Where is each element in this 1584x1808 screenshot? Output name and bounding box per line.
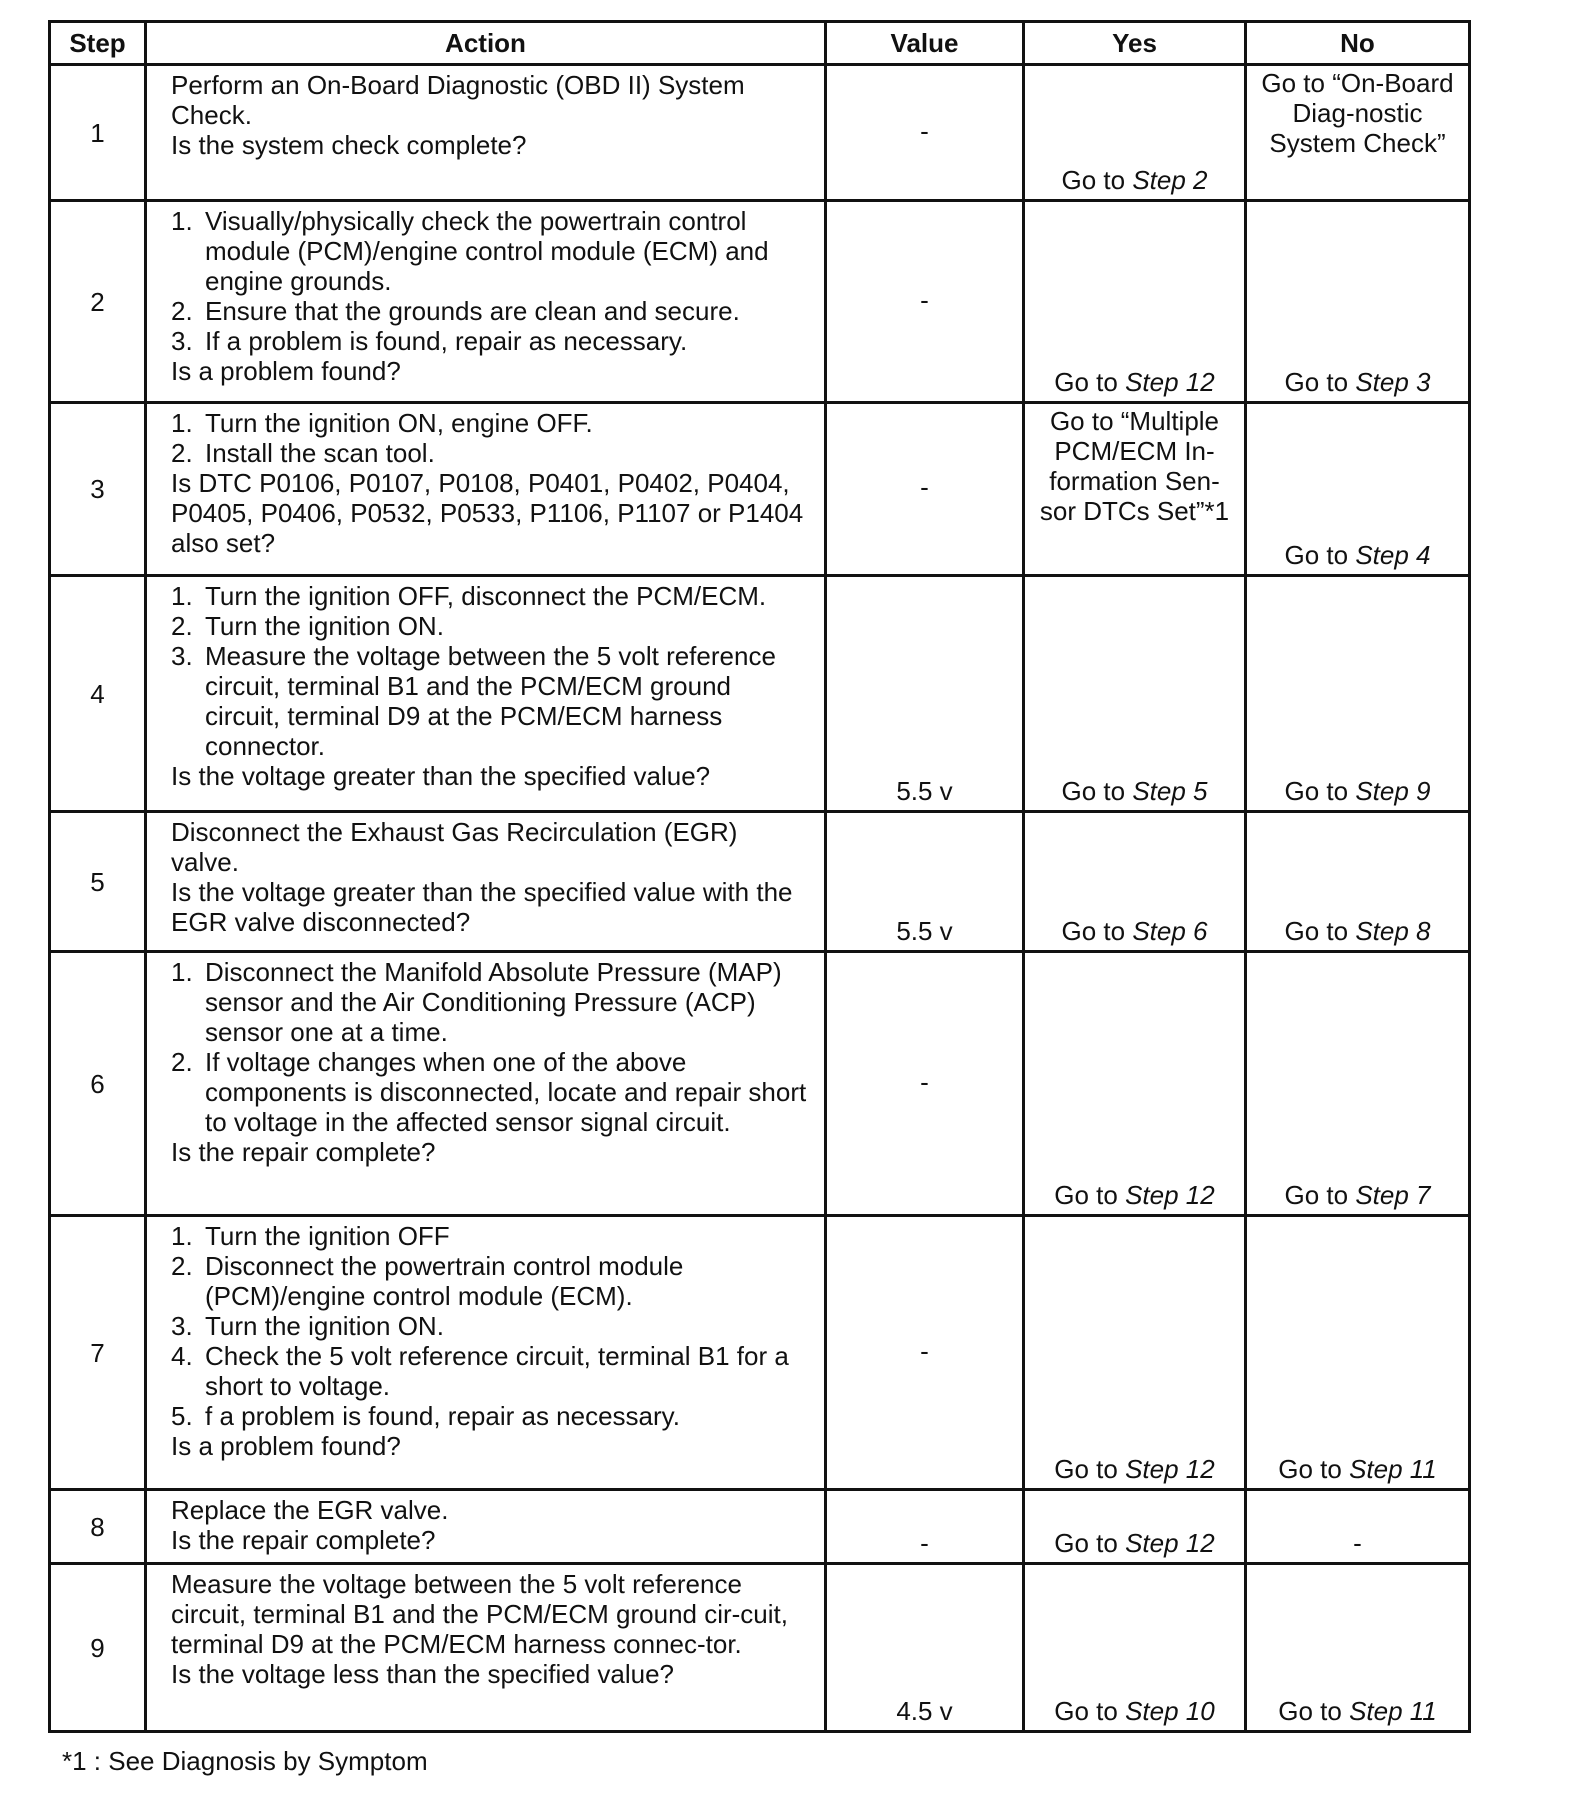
no-goto-step: Step 9 [1355,776,1431,806]
value-cell: 4.5 v [826,1564,1024,1732]
action-text: Is a problem found? [171,1431,401,1461]
no-goto-step: Step 7 [1355,1180,1431,1210]
goto-prefix: Go to [1054,1180,1126,1210]
no-goto-step: Step 4 [1355,540,1431,570]
action-cell [146,65,826,201]
goto-prefix: Go to [1061,776,1133,806]
action-text: Is the system check complete? [171,130,527,160]
action-cell [146,812,826,952]
yes-cell [1024,65,1246,201]
header-row [50,22,1470,65]
action-step-item [171,1047,812,1137]
action-item-text: Disconnect the powertrain control module (PCM)/engine control module (ECM). [205,1251,684,1311]
goto-prefix: Go to [1278,1454,1350,1484]
table-row [50,1564,1470,1732]
action-item-number: 1. [171,1221,193,1251]
step-number: 8 [50,1490,146,1564]
step-number: 9 [50,1564,146,1732]
no-cell [1246,201,1470,403]
action-step-item [171,1401,812,1431]
action-cell [146,403,826,576]
action-item-text: Install the scan tool. [205,438,435,468]
action-text: Is DTC P0106, P0107, P0108, P0401, P0402, P0404, P0405, P0406, P0532, P0533, P1106, P1107 or P1404 also set? [171,468,804,558]
no-cell [1246,812,1470,952]
action-cell [146,1216,826,1490]
action-text: Perform an On-Board Diagnostic (OBD II) System Check. [171,70,745,130]
table-row [50,201,1470,403]
table-row [50,1216,1470,1490]
action-text: Disconnect the Exhaust Gas Recirculation (EGR) valve. [171,817,738,877]
action-cell [146,1490,826,1564]
action-step-item [171,408,812,438]
goto-prefix: Go to [1054,1454,1126,1484]
no-cell [1246,403,1470,576]
action-item-number: 1. [171,206,193,236]
action-item-text: f a problem is found, repair as necessary. [205,1401,680,1431]
value-cell: - [826,403,1024,576]
no-text: Go to “On-Board Diag-nostic System Check” [1261,68,1454,158]
action-item-text: Turn the ignition OFF, disconnect the PCM/ECM. [205,581,767,611]
header-value: Value [826,22,1024,65]
value-cell: - [826,65,1024,201]
value-cell: - [826,201,1024,403]
diagnostic-table [48,20,1471,1733]
header-step: Step [50,22,146,65]
goto-prefix: Go to [1284,1180,1356,1210]
action-step-item [171,957,812,1047]
action-step-item [171,326,812,356]
value-cell: - [826,952,1024,1216]
action-step-item [171,296,812,326]
yes-cell [1024,1564,1246,1732]
action-item-text: Turn the ignition ON. [205,611,444,641]
action-item-number: 2. [171,1047,193,1077]
yes-goto-step: Step 10 [1125,1696,1215,1726]
goto-prefix: Go to [1061,165,1126,195]
action-item-text: Ensure that the grounds are clean and secure. [205,296,740,326]
value-cell: 5.5 v [826,812,1024,952]
value-cell: 5.5 v [826,576,1024,812]
header-no: No [1246,22,1470,65]
action-item-number: 2. [171,296,193,326]
action-text: Is the voltage less than the specified value? [171,1659,674,1689]
goto-prefix: Go to [1061,916,1133,946]
yes-cell [1024,201,1246,403]
action-step-item [171,206,812,296]
action-item-number: 3. [171,1311,193,1341]
action-item-number: 3. [171,326,193,356]
action-step-item [171,1221,812,1251]
action-step-item [171,1341,812,1401]
step-number: 2 [50,201,146,403]
yes-goto-step: Step 5 [1132,776,1208,806]
no-cell [1246,1564,1470,1732]
no-cell [1246,1490,1470,1564]
action-cell [146,201,826,403]
value-cell: - [826,1490,1024,1564]
goto-prefix: Go to [1284,916,1356,946]
yes-goto-step: Step 12 [1125,1454,1215,1484]
header-action: Action [146,22,826,65]
action-item-number: 5. [171,1401,193,1431]
action-text: Is the voltage greater than the specified value with the EGR valve disconnected? [171,877,793,937]
yes-goto-step: Step 2 [1132,165,1208,195]
action-item-text: Turn the ignition ON. [205,1311,444,1341]
action-step-item [171,1251,812,1311]
table-row [50,812,1470,952]
action-cell [146,576,826,812]
action-text: Is the repair complete? [171,1137,436,1167]
step-number: 6 [50,952,146,1216]
yes-cell [1024,812,1246,952]
action-step-item [171,581,812,611]
goto-prefix: Go to [1054,1528,1126,1558]
action-item-text: Check the 5 volt reference circuit, terminal B1 for a short to voltage. [205,1341,789,1401]
goto-prefix: Go to [1284,367,1356,397]
no-cell [1246,65,1470,201]
footnote: *1 : See Diagnosis by Symptom [62,1746,428,1776]
yes-goto-step: Step 12 [1125,1180,1215,1210]
action-cell [146,1564,826,1732]
yes-cell [1024,1490,1246,1564]
action-step-item [171,611,812,641]
action-text: Measure the voltage between the 5 volt reference circuit, terminal B1 and the PCM/ECM ground cir-cuit, terminal D9 at the PCM/ECM harness connec-tor. [171,1569,788,1659]
step-number: 1 [50,65,146,201]
action-item-text: Turn the ignition ON, engine OFF. [205,408,593,438]
yes-goto-step: Step 6 [1132,916,1208,946]
value-cell: - [826,1216,1024,1490]
action-item-text: If a problem is found, repair as necessary. [205,326,688,356]
action-item-text: Visually/physically check the powertrain control module (PCM)/engine control module (ECM) and engine grounds. [205,206,769,296]
action-text: Replace the EGR valve. [171,1495,449,1525]
action-item-number: 1. [171,957,193,987]
action-text: Is the repair complete? [171,1525,436,1555]
yes-cell [1024,1216,1246,1490]
yes-goto-step: Step 12 [1125,1528,1215,1558]
yes-text: Go to “Multiple PCM/ECM In-formation Sen-sor DTCs Set”*1 [1039,406,1230,526]
table-row [50,65,1470,201]
no-cell [1246,952,1470,1216]
goto-prefix: Go to [1278,1696,1350,1726]
no-goto-step: Step 3 [1355,367,1431,397]
no-goto-step: Step 8 [1355,916,1431,946]
action-text: Is a problem found? [171,356,401,386]
action-item-text: Measure the voltage between the 5 volt reference circuit, terminal B1 and the PCM/ECM ground circuit, terminal D9 at the PCM/ECM harness connector. [205,641,776,761]
yes-cell [1024,952,1246,1216]
action-item-text: Disconnect the Manifold Absolute Pressure (MAP) sensor and the Air Conditioning Pressure (ACP) sensor one at a time. [205,957,782,1047]
step-number: 3 [50,403,146,576]
no-text: - [1353,1528,1362,1558]
goto-prefix: Go to [1284,540,1356,570]
yes-goto-step: Step 12 [1125,367,1215,397]
action-step-item [171,438,812,468]
action-step-item [171,641,812,761]
action-item-number: 2. [171,1251,193,1281]
action-item-number: 4. [171,1341,193,1371]
action-item-number: 1. [171,408,193,438]
step-number: 4 [50,576,146,812]
no-cell [1246,576,1470,812]
table-row [50,952,1470,1216]
action-item-number: 2. [171,438,193,468]
yes-cell [1024,576,1246,812]
goto-prefix: Go to [1054,367,1126,397]
action-item-text: If voltage changes when one of the above components is disconnected, locate and repair short to voltage in the affected sensor signal circuit. [205,1047,807,1137]
action-cell [146,952,826,1216]
action-item-number: 1. [171,581,193,611]
action-item-number: 3. [171,641,193,671]
action-step-item [171,1311,812,1341]
table-body [50,65,1470,1732]
table-row [50,403,1470,576]
yes-cell [1024,403,1246,576]
action-item-text: Turn the ignition OFF [205,1221,450,1251]
table-row [50,576,1470,812]
step-number: 7 [50,1216,146,1490]
no-goto-step: Step 11 [1349,1454,1437,1484]
no-goto-step: Step 11 [1349,1696,1437,1726]
table-row [50,1490,1470,1564]
goto-prefix: Go to [1054,1696,1126,1726]
step-number: 5 [50,812,146,952]
no-cell [1246,1216,1470,1490]
action-text: Is the voltage greater than the specified value? [171,761,711,791]
header-yes: Yes [1024,22,1246,65]
goto-prefix: Go to [1284,776,1356,806]
action-item-number: 2. [171,611,193,641]
